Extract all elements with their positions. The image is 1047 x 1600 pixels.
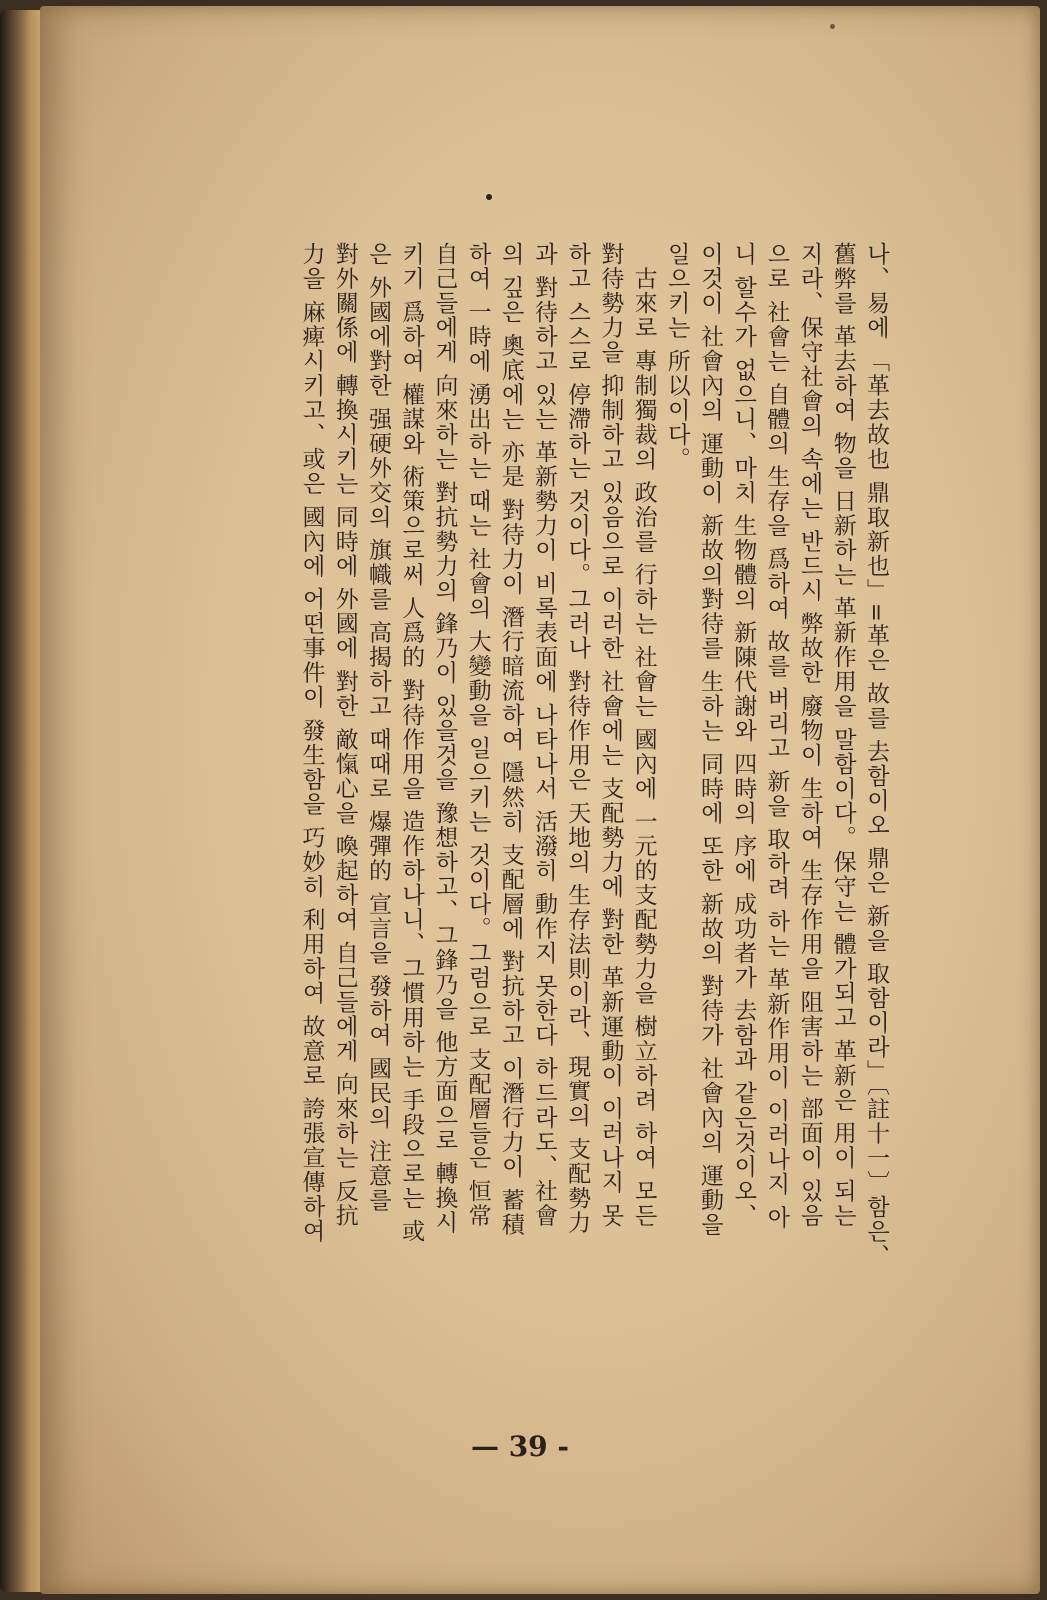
printed-dot [486,194,492,200]
text-line: 일으키는 所以이다。 [663,242,690,472]
text-line: 舊弊를 革去하여 物을 日新하는 革新作用을 말함이다。保守는 體가되고 革新은 用이 되는 [829,242,856,1228]
text-line: 키기 爲하여 權謀와 術策으로써 人爲的 對待作用을 造作하나니、그慣用하는 手段으로는 或 [398,242,425,1244]
ink-speck [830,24,835,29]
text-line: 對外關係에 轉換시키는 同時에 外國에 對한 敵愾心을 喚起하여 自己들에게 向來하는 反抗 [331,242,358,1228]
text-line: 自己들에게 向來하는 對抗勢力의 鋒乃이 있을것을 豫想하고、그鋒乃을 他方面으로 轉換시 [431,242,458,1235]
text-line: 은 外國에對한 强硬外交의 旗幟를 高揭하고 때때로 爆彈的 宣言을 發하여 國民의 注意를 [364,242,391,1213]
text-line: 하고 스스로 停滯하는 것이다。그러나 對待作用은 天地의 生存法則이라、現實의 支配勢力 [564,242,591,1235]
page-number: — 39 - [470,1430,570,1463]
text-line: 니 할수가 없으니、마치 生物體의 新陳代謝와 四時의 序에 成功者가 去함과 같은것이오、 [730,242,757,1228]
text-line: 과 對待하고 있는 革新勢力이 비록表面에 나타나서 活潑히 動作지 못한다 하드라도、社會 [530,242,557,1228]
text-line: 이것이 社會內의 運動이 新故의對待를 生하는 同時에 또한 新故의 對待가 社會內의 運動을 [696,242,723,1237]
text-line: 古來로 專制獨裁의 政治를 行하는 社會는 國內에 一元的支配勢力을 樹立하려 하여 모든 [630,242,657,1228]
text-line: 지라、保守社會의 속에는 반드시 弊故한 廢物이 生하여 生存作用을 阻害하는 部面이 있음 [796,242,823,1228]
text-line: 力을 麻痺시키고、或은 國內에 어떤事件이 發生함을 巧妙히 利用하여 故意로 誇張宣傳하여 [298,242,325,1244]
text-line: 나、易에 「革去故也 鼎取新也」=革은 故를 去함이오 鼎은 新을 取함이라」〔註十一〕함은、 [863,242,889,1269]
vertical-text-block [118,242,892,1400]
text-line: 으로 社會는 自體의 生存을 爲하여 故를 버리고 新을 取하려 하는 革新作用이 이러나지 아 [763,242,790,1230]
text-line: 의 깊은 奧底에는 亦是 對待力이 潛行暗流하여 隱然히 支配層에 對抗하고 이潛行力이 蓄積 [497,242,524,1237]
text-line: 하여 一時에 湧出하는 때는 社會의 大變動을 일으키는 것이다。그럼으로 支配層들은 恒常 [464,242,491,1228]
text-line: 對待勢力을 抑制하고 있음으로 이러한 社會에는 支配勢力에 對한 革新運動이 이러나지 못 [597,242,624,1228]
